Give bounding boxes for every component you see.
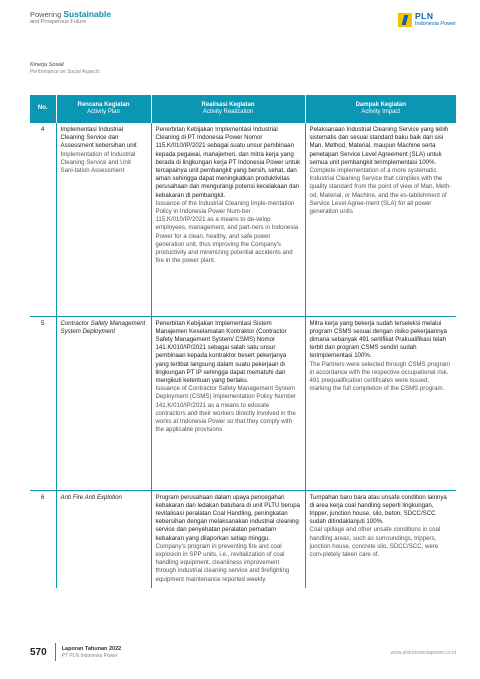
realization-cell <box>151 123 305 316</box>
impact-en: Coal spillage and other unsafe conditions in coal handling areas, such as surroundings, trippers, junction house, concrete silo, SDCC/SCC, were com-pletely taken care of. <box>309 526 441 558</box>
table-row <box>30 316 456 490</box>
activity-table <box>30 95 456 588</box>
header-plan: Rencana Kegiatan Activity Plan <box>56 95 151 123</box>
lightning-icon <box>398 13 412 27</box>
plan-cell <box>56 123 151 316</box>
plan-cell <box>56 316 151 490</box>
page-footer <box>30 643 121 661</box>
plan-id: Anti Fire Anti Explotion <box>60 493 122 501</box>
logo-name: PLN <box>415 11 434 21</box>
realization-en: Issuance of the Industrial Cleaning Imple-mentation Policy in Indonesia Power Num-ber 115.K/010/IP/2021 as a means to de-velop employees, management, and part-ners in Indonesia Power for a clean, healthy, and safe power generation unit, thus improving the Company's productivity and minimizing potential accidents and fire in the power plant. <box>155 199 299 265</box>
impact-cell <box>305 316 456 490</box>
realization-cell <box>151 316 305 490</box>
page-number: 570 <box>30 646 47 658</box>
footer-divider <box>55 643 56 661</box>
table-row <box>30 123 456 316</box>
header-realization: Realisasi Kegiatan Activity Realization <box>151 95 305 123</box>
row-number: 4 <box>30 123 56 316</box>
plan-id: Contractor Safety Management System Deployment <box>60 319 146 335</box>
realization-cell <box>151 490 305 588</box>
section-heading <box>30 62 100 75</box>
row-number: 6 <box>30 490 56 588</box>
plan-en: Implementation of Industrial Cleaning Service and Unit Sani-tation Assessment <box>60 150 136 175</box>
table-row <box>30 490 456 588</box>
plan-cell <box>56 490 151 588</box>
section-title: Kinerja Sosial <box>30 62 64 68</box>
brand-header <box>30 10 111 26</box>
brand-prefix: Powering <box>30 10 64 19</box>
realization-id: Penerbitan Kebijakan Implementasi Sistem Manajemen Keselamatan Kontraktor (Contractor Safety Management System/ CSMS) Nomor 141.K/010/IP/2021 sebagai salah satu unsur pembinaan kepada kontraktor besert pekerjanya yang terlibat langsung dalam suatu pekerjaan di lingkungan PT IP sehingga dapat mematuhi dan mengikuti ketentuan yang berlaku. <box>155 319 287 384</box>
report-title: Laporan Tahunan 2022 <box>61 645 122 652</box>
realization-id: Penerbitan Kebijakan Implementasi Industrial Cleaning di PT Indonesia Power Nomor 115.K/010/IP/2021 sebagai suatu unsur pembinaan kepada pegawai, manajemen, dan mitra kerja yang berada di lingkungan kerja PT Indonesia Power untuk tercapainya unit pembangkit yang bersih, sehat, dan aman sehingga dapat meningkatkan produktivitas perusahaan dan mengurangi potensi kecelakaan dan kebakaran di pembangkit. <box>155 126 301 199</box>
row-number: 5 <box>30 316 56 490</box>
table-header-row <box>30 95 456 123</box>
brand-bold: Sustainable <box>63 9 112 19</box>
impact-en: The Partners were selected through CSMS program in accordance with the respective occupational risk. 491 prequalification certificates were issued, marking the full completion of the CSMS program. <box>309 360 451 393</box>
website-link[interactable]: www.plnindonesiapower.co.id <box>390 650 456 656</box>
realization-en: Company's program in preventing fire and coal explosion in SPP units, i.e., revitalization of coal handling equipment, cleanliness improvement through industrial cleaning service and firefighting equipment maintenance reported weekly. <box>155 542 290 583</box>
plan-id: Implementasi Industrial Cleaning Service dan Assessment kebersihan unit <box>60 126 137 150</box>
section-subtitle: Performance on Social Aspects <box>30 69 100 75</box>
impact-cell <box>305 123 456 316</box>
logo-sub: Indonesia Power <box>415 21 456 27</box>
header-impact: Dampak Kegiatan Activity Impact <box>305 95 456 123</box>
company-name: PT PLN Indonesia Power <box>61 652 118 659</box>
header-no: No. <box>30 95 56 123</box>
impact-cell <box>305 490 456 588</box>
impact-id: Pelaksanaan Industrial Cleaning Service yang lebih sistematis dan sesuai standard baku baik dari sisi Man, Method, Material, maupun Machine serta penetapan Service Level Agreement (SLA) untuk semua unit pembangkit terimplementasi 100%. <box>309 126 449 166</box>
realization-en: Issuance of Contractor Safety Management System Deployment (CSMS) Implementation Policy Number 141.K/010/IP/2021 as a means to educate contractors and their workers directly involved in the works at Indonesia Power so that they comply with the applicable provisions <box>155 385 297 434</box>
impact-id: Tumpahan baru bara atau unsafe condition lainnya di area kerja coal handling seperti lingkungan, tripper, junction house, silo, beton, SDCC/SCC sudah ditindaklanjuti 100%. <box>309 493 447 526</box>
brand-tagline <box>30 10 111 19</box>
realization-id: Program perusahaan dalam upaya pencegahan kebakaran dan ledakan batubara di unit PLTU berupa revitalisasi peralatan Coal Handling, peningkatan kebersihan dengan melaksanakan industrial cleaning service dan penyehatan peralatan pemadam kebakaran yang dilaporkan setiap minggu. <box>155 493 301 542</box>
pln-logo <box>398 12 456 28</box>
impact-en: Complete implementation of a more systematic Industrial Cleaning Service that complies with the quality standard from the point of view of Man, Meth-od, Material, or Machine, and the es-tablishment of Service Level Agree-ment (SLA) for all power generation units <box>309 167 452 216</box>
impact-id: Mitra kerja yang bekerja sudah terseleksi melalui program CSMS sesuai dengan risiko pekerjaannya dimana sebanyak 491 sertifikat Prakualifikasi telah terbit dan program CSMS sendiri sudah terimplementasi 100%. <box>309 319 448 360</box>
brand-tagline-sub: and Prosperous Future <box>30 19 87 25</box>
